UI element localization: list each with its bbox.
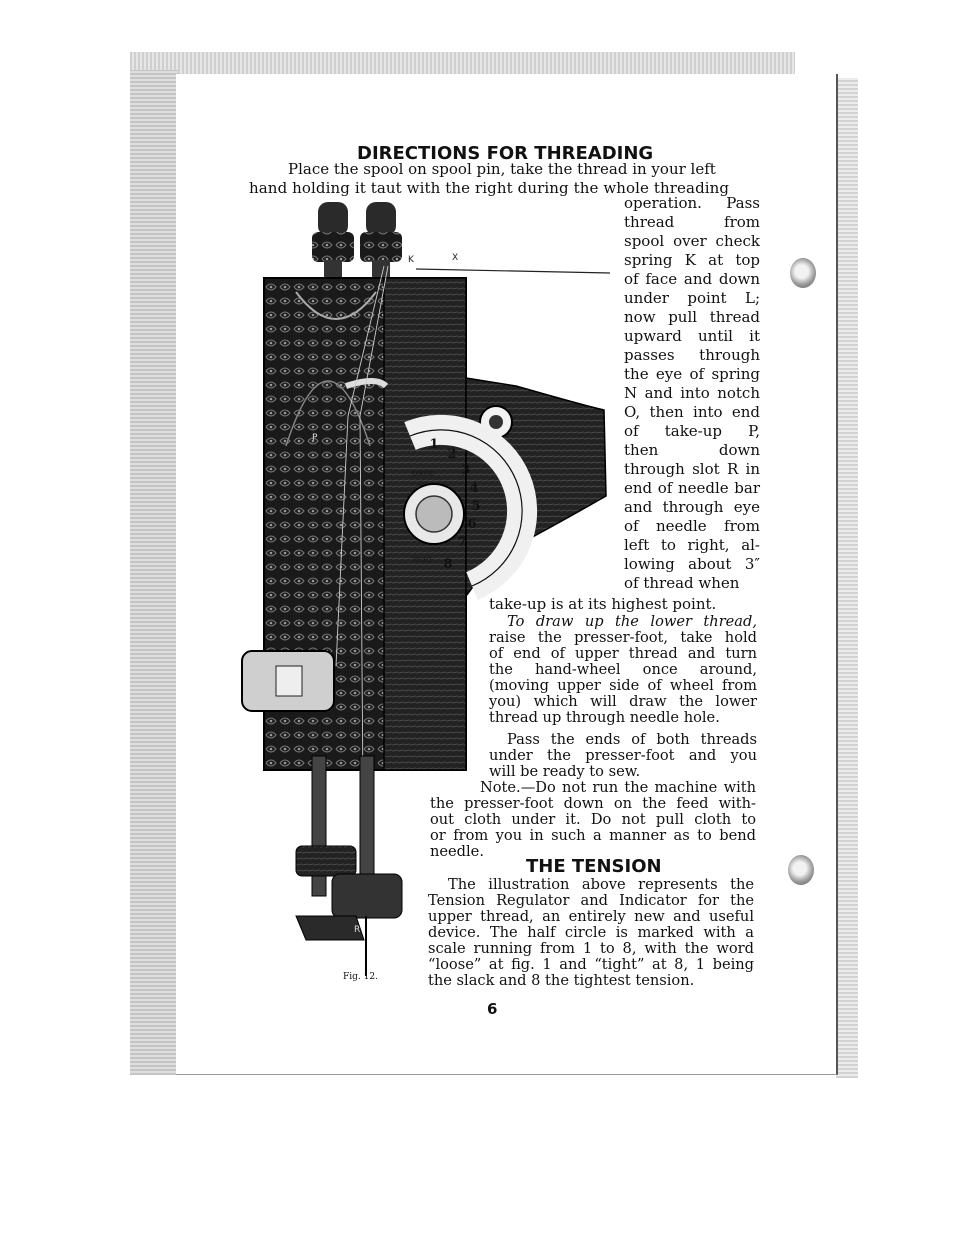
tension-paragraph: [428, 877, 754, 989]
tension-heading: THE TENSION: [526, 856, 662, 877]
column-line: then down: [624, 441, 760, 459]
lower-thread-line: (moving upper side of wheel from: [489, 677, 757, 694]
dial-number-3: 3: [461, 463, 471, 478]
note-line: needle.: [430, 843, 484, 860]
lower-thread-line: of end of upper thread and turn: [489, 645, 757, 662]
note-paragraph: [430, 780, 756, 860]
label-k: K: [408, 255, 414, 265]
tension-line: scale running from 1 to 8, with the word: [428, 940, 754, 957]
intro-line-2: hand holding it taut with the right during the whole threading: [249, 179, 730, 197]
column-line: left to right, al-: [624, 536, 760, 554]
pass-paragraph: [489, 732, 757, 780]
column-line: and through eye: [624, 498, 760, 516]
tension-line: the slack and 8 the tightest tension.: [428, 972, 695, 989]
lower-thread-line: raise the presser-foot, take hold: [489, 629, 757, 646]
note-line: Note.—Do not run the machine with: [480, 779, 756, 796]
note-line: out cloth under it. Do not pull cloth to: [430, 811, 756, 828]
dial-word-loose: LOOSE: [412, 471, 435, 478]
lower-thread-line: thread up through needle hole.: [489, 709, 720, 726]
tension-line: Tension Regulator and Indicator for the: [428, 892, 754, 909]
threading-heading: DIRECTIONS FOR THREADING: [357, 143, 654, 164]
threading-column: [624, 194, 760, 593]
label-r: R: [354, 925, 361, 935]
column-line: of thread when: [624, 574, 740, 592]
lower-thread-line: the hand-wheel once around,: [489, 661, 757, 678]
dial-number-6: 6: [467, 517, 477, 532]
column-line: O, then into end: [624, 403, 760, 421]
column-line: upward until it: [624, 327, 760, 345]
dial-number-7: 7: [457, 535, 467, 550]
tension-line: device. The half circle is marked with a: [428, 924, 754, 941]
takeup-line: take-up is at its highest point.: [489, 595, 717, 613]
column-line: N and into notch: [624, 384, 760, 402]
column-line: of needle from: [624, 517, 760, 535]
pass-line: will be ready to sew.: [489, 763, 641, 780]
column-line: the eye of spring: [624, 365, 760, 383]
scan-shadow-right: [836, 78, 858, 1078]
dial-number-4: 4: [469, 481, 479, 496]
lower-thread-line: To draw up the lower thread,: [507, 613, 757, 630]
column-line: under point L;: [624, 289, 760, 307]
column-line: lowing about 3″: [624, 555, 760, 573]
column-line: passes through: [624, 346, 760, 364]
pass-line: under the presser-foot and you: [489, 747, 757, 764]
column-line: thread from: [624, 213, 760, 231]
page-number: 6: [487, 1000, 498, 1018]
tension-line: “loose” at fig. 1 and “tight” at 8, 1 being: [428, 956, 754, 973]
note-line: the presser-foot down on the feed with-: [430, 795, 756, 812]
column-line: through slot R in: [624, 460, 760, 478]
tension-line: The illustration above represents the: [448, 876, 754, 893]
column-line: operation. Pass: [624, 194, 760, 212]
column-line: spring K at top: [624, 251, 760, 269]
pass-line: Pass the ends of both threads: [507, 731, 757, 748]
column-line: now pull thread: [624, 308, 760, 326]
intro-line-1: Place the spool on spool pin, take the thread in your left: [288, 160, 716, 178]
label-p: P: [312, 433, 318, 443]
spool-pins: [312, 202, 402, 278]
column-line: of take-up P,: [624, 422, 760, 440]
dial-number-1: 1: [429, 437, 439, 452]
column-line: of face and down: [624, 270, 760, 288]
label-x: X: [452, 253, 459, 263]
lower-thread-line: you) which will draw the lower: [489, 693, 757, 710]
dial-number-8: 8: [443, 557, 453, 572]
binder-hole-top: [790, 258, 816, 288]
scan-shadow-left: [130, 70, 178, 1075]
figure-caption: Fig. 12.: [343, 972, 378, 982]
dial-number-2: 2: [447, 447, 457, 462]
dial-word-tight: TIGHT: [412, 557, 433, 564]
binder-hole-bottom: [788, 855, 814, 885]
column-line: spool over check: [624, 232, 760, 250]
lower-thread-paragraph: [489, 614, 757, 726]
scan-shadow-top: [130, 52, 795, 76]
dial-number-5: 5: [471, 499, 481, 514]
tension-line: upper thread, an entirely new and useful: [428, 908, 754, 925]
column-line: end of needle bar: [624, 479, 760, 497]
note-line: or from you in such a manner as to bend: [430, 827, 756, 844]
